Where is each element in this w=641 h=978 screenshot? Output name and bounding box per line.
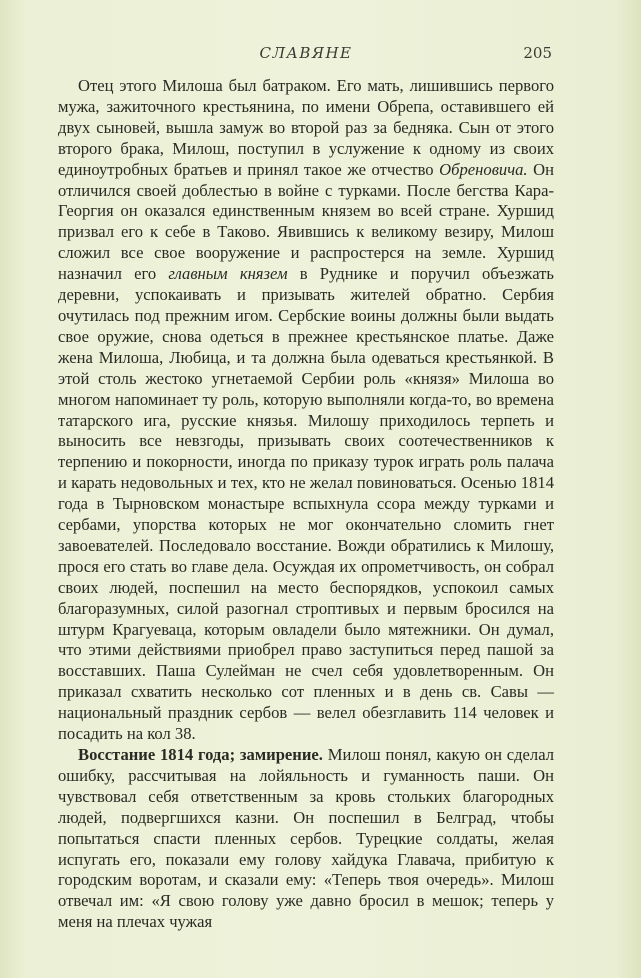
paragraph-uprising-1814 <box>58 745 554 933</box>
section-heading: Восстание 1814 года; замирение. <box>78 745 323 764</box>
italic-term: Обреновича. <box>439 159 528 179</box>
paragraph-text: в Руднике и поручил объезжать деревни, успокаивать и призывать жителей обратно. Сербия очутилась под прежним игом. Сербские воины должны были выдать свое оружие, снова одеться в прежнее крестьянское платье. Даже жена Милоша, Любица, и та должна была одеваться крестьянкой. В этой столь жестоко угнетаемой Сербии роль «князя» Милоша во многом напоминает ту роль, которую выполняли когда-то, во времена татарского ига, русские князья. Милошу приходилось терпеть и выносить все невзгоды, призывать своих соотечественников к терпению и покорности, иногда по приказу турок играть роль палача и карать недовольных и тех, кто не желал повиноваться. Осенью 1814 года в Тырновском монастыре вспыхнула ссора между турками и сербами, упорства которых не мог окончательно сломить гнет завоевателей. Последовало восстание. Вожди обратились к Милошу, прося его стать во главе дела. Осуждая их опрометчивость, он собрал своих людей, поспешил на место беспорядков, успокоил самых благоразумных, силой разогнал строптивых и первым бросился на штурм Крагуеваца, которым овладели было мятежники. Он думал, что этими действиями приобрел право заступиться перед пашой за восставших. Паша Сулейман не счел себя удовлетворенным. Он приказал схватить несколько сот пленных и в день св. Савы — национальный праздник сербов — велел обезглавить 114 человек и посадить на кол 38. <box>58 264 554 744</box>
running-title: СЛАВЯНЕ <box>259 44 353 62</box>
paragraph-milosh-biography <box>58 76 554 745</box>
paragraph-text: Отец этого Милоша был батраком. Его мать, лишившись первого мужа, зажиточного крестьянина, по имени Обрепа, оставившего ей двух сыновей, вышла замуж во второй раз за бедняка. Сын от этого второго брака, Милош, поступил в услужение к одному из своих единоутробных братьев и принял такое же отчество <box>58 76 554 179</box>
page-header <box>60 44 552 66</box>
page-number: 205 <box>523 44 552 62</box>
italic-term: главным князем <box>168 264 288 284</box>
body-text <box>58 76 554 933</box>
paragraph-text: Он отличился своей доблестью в войне с турками. После бегства Кара-Георгия он оказался единственным князем во всей стране. Хуршид призвал его к себе в Таково. Явившись к великому везиру, Милош сложил все свое вооружение и распростерся на земле. Хуршид назначил его <box>58 159 554 284</box>
paragraph-text: Милош понял, какую он сделал ошибку, рассчитывая на лойяльность и гуманность паши. Он чувствовал себя ответственным за кровь стольких благородных людей, подвергшихся казни. Он поспешил в Белград, чтобы попытаться спасти пленных сербов. Турецкие солдаты, желая испугать его, показали ему голову хайдука Главача, прибитую к городским воротам, и сказали ему: «Теперь твоя очередь». Милош отвечал им: «Я свою голову уже давно бросил в мешок; теперь у меня на плечах чужая <box>58 745 554 932</box>
